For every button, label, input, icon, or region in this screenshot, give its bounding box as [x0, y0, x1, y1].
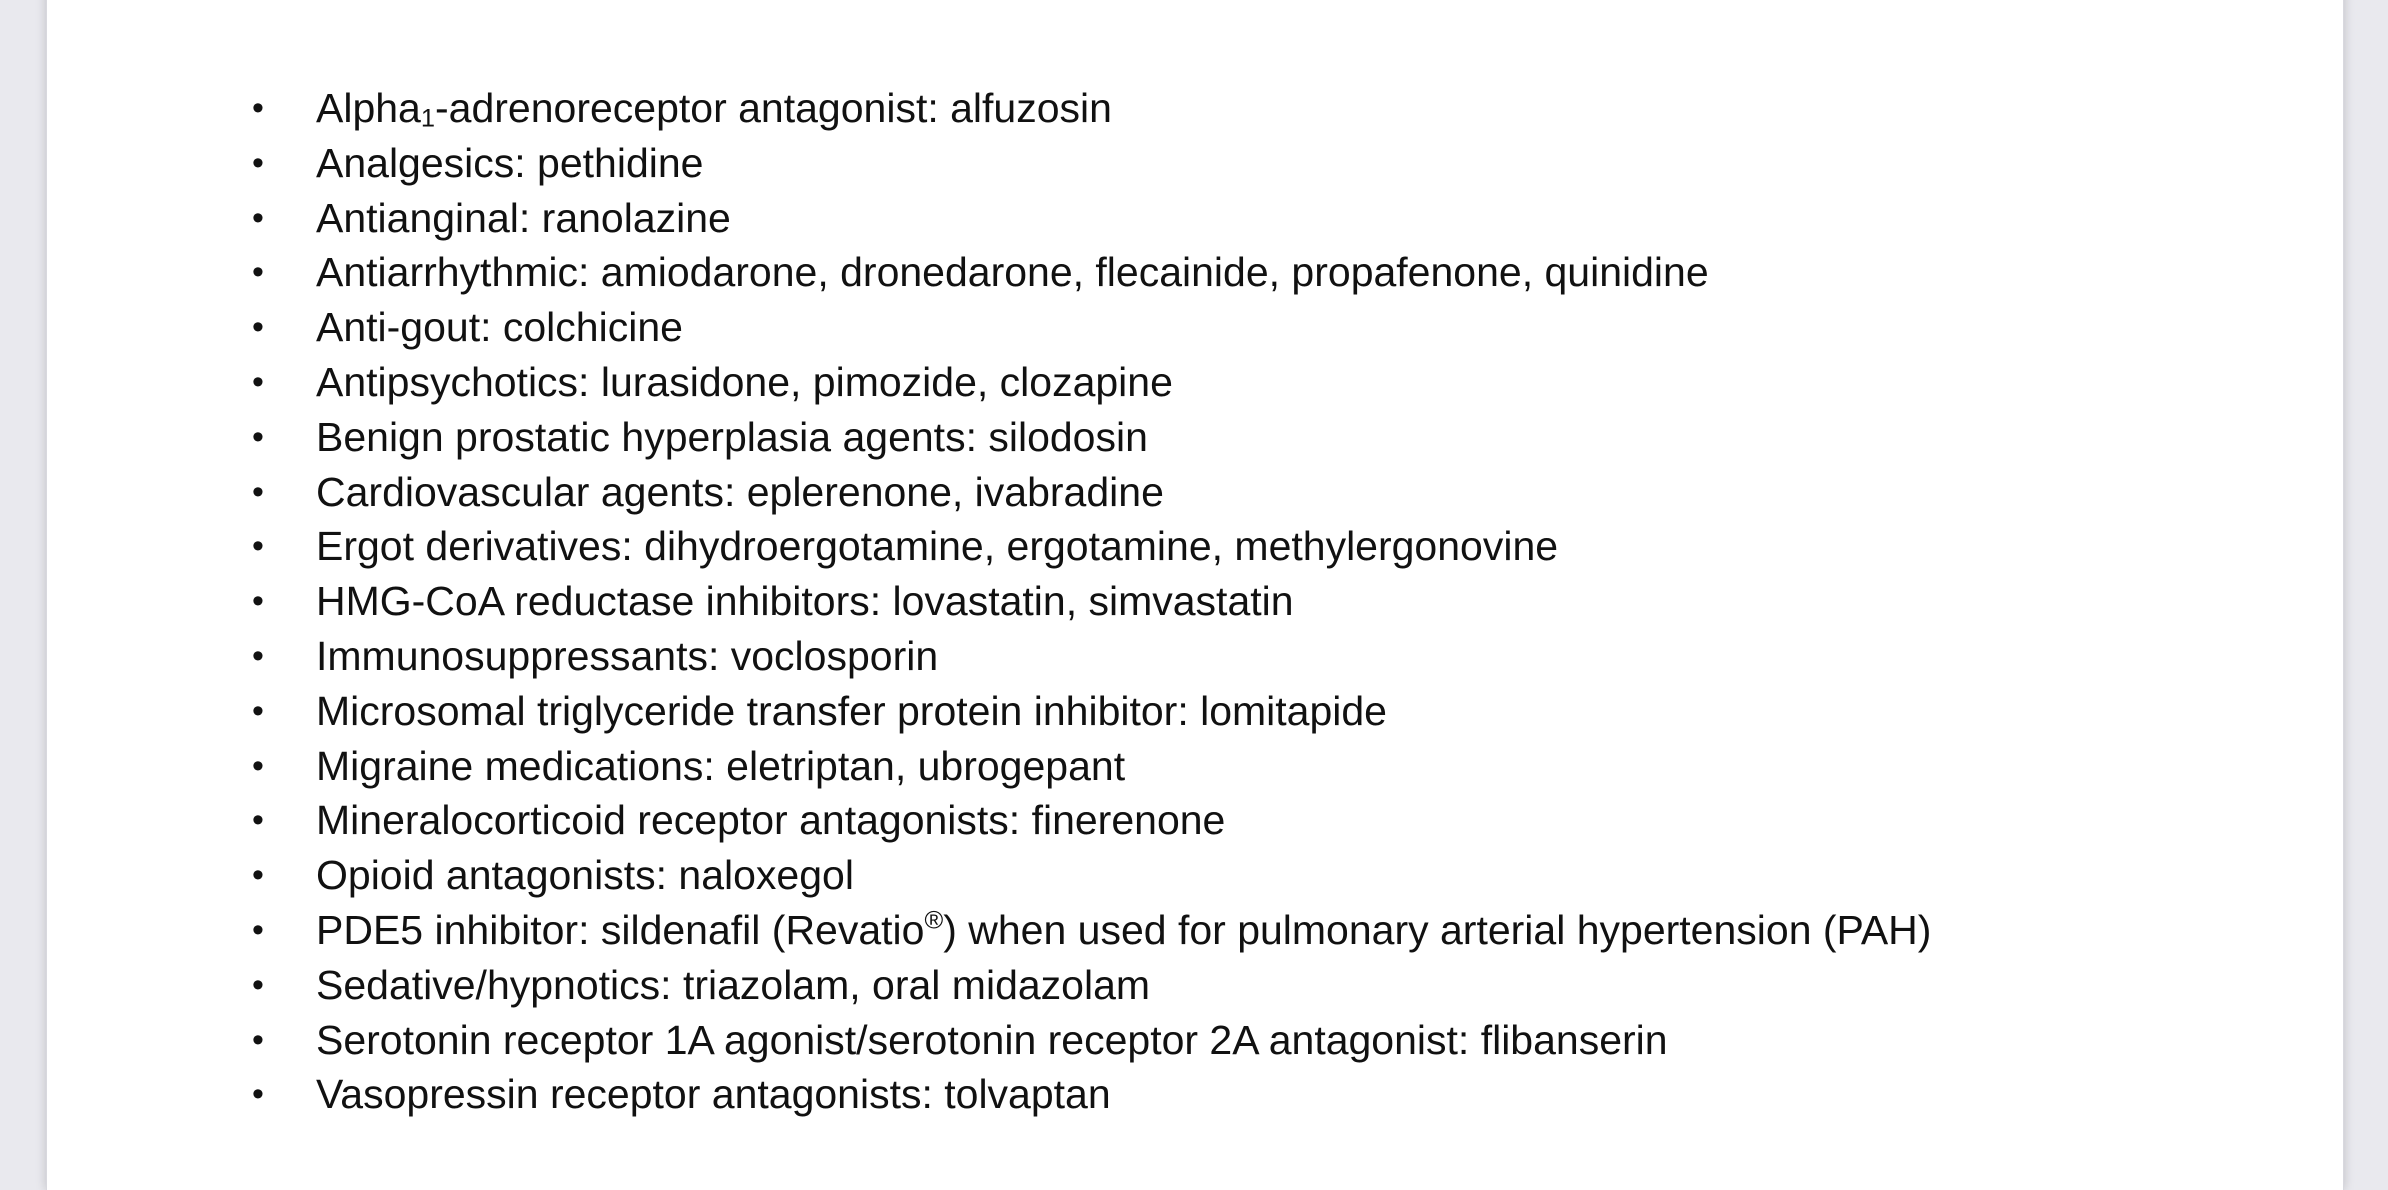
bullet-icon: • — [252, 1020, 264, 1059]
list-item-text — [316, 903, 1931, 958]
list-item-text-main: Sedative/hypnotics: triazolam, oral midazolam — [316, 961, 1151, 1008]
bullet-icon: • — [252, 636, 264, 675]
bullet-icon: • — [252, 143, 264, 182]
list-item-text-main: Cardiovascular agents: eplerenone, ivabradine — [316, 468, 1164, 515]
bullet-icon: • — [252, 417, 264, 456]
list-item-text — [316, 684, 1387, 739]
list-item — [47, 136, 2343, 191]
list-item — [47, 848, 2343, 903]
list-item-text — [316, 629, 938, 684]
list-item-text-main: Alpha — [316, 85, 421, 131]
list-item — [47, 410, 2343, 465]
list-item-text — [316, 410, 1148, 465]
list-item-text-main: Analgesics: pethidine — [316, 139, 704, 186]
list-item-text-main: Immunosuppressants: voclosporin — [316, 632, 939, 679]
list-item-text-main: Ergot derivatives: dihydroergotamine, ergotamine, methylergonovine — [316, 523, 1559, 570]
registered-mark: ® — [924, 906, 944, 935]
list-item-text-main: Antiarrhythmic: amiodarone, dronedarone, flecainide, propafenone, quinidine — [316, 249, 1709, 296]
list-item — [47, 191, 2343, 246]
list-item-text-main: Antipsychotics: lurasidone, pimozide, clozapine — [316, 358, 1173, 405]
list-item — [47, 684, 2343, 739]
list-item — [47, 355, 2343, 410]
document-page — [46, 0, 2344, 1190]
list-item-text-main: Antianginal: ranolazine — [316, 194, 731, 241]
bullet-icon: • — [252, 856, 264, 895]
list-item — [47, 574, 2343, 629]
list-item-text — [316, 81, 1112, 136]
list-item-text — [316, 355, 1173, 410]
bullet-icon: • — [252, 362, 264, 401]
list-item-text-main: Vasopressin receptor antagonists: tolvaptan — [316, 1071, 1111, 1118]
bullet-icon: • — [252, 965, 264, 1004]
list-item — [47, 739, 2343, 794]
bullet-icon: • — [252, 472, 264, 511]
list-item-text — [316, 574, 1294, 629]
subscript: 1 — [420, 104, 436, 133]
list-item-text-main: HMG-CoA reductase inhibitors: lovastatin, simvastatin — [316, 578, 1294, 625]
list-item — [47, 629, 2343, 684]
list-item — [47, 245, 2343, 300]
list-item-text-rest: -adrenoreceptor antagonist: alfuzosin — [435, 85, 1112, 131]
bullet-icon: • — [252, 527, 264, 566]
list-item-text-main: Serotonin receptor 1A agonist/serotonin receptor 2A antagonist: flibanserin — [316, 1016, 1668, 1063]
bullet-icon: • — [252, 308, 264, 347]
list-item-text-main: Microsomal triglyceride transfer protein inhibitor: lomitapide — [316, 687, 1387, 734]
bullet-icon: • — [252, 1075, 264, 1114]
list-item-text — [316, 848, 854, 903]
list-item — [47, 793, 2343, 848]
bullet-icon: • — [252, 198, 264, 237]
list-item — [47, 958, 2343, 1013]
list-item — [47, 519, 2343, 574]
list-item-text — [316, 300, 683, 355]
list-item-text-rest: ) when used for pulmonary arterial hypertension (PAH) — [943, 906, 1932, 953]
bullet-icon: • — [252, 746, 264, 785]
list-item-text — [316, 958, 1150, 1013]
list-item-text — [316, 1013, 1668, 1068]
list-item — [47, 1013, 2343, 1068]
list-item-text-main: PDE5 inhibitor: sildenafil (Revatio — [316, 906, 925, 953]
list-item-text-main: Opioid antagonists: naloxegol — [316, 852, 854, 899]
list-item-text — [316, 245, 1709, 300]
bullet-icon: • — [252, 89, 264, 127]
list-item-text — [316, 191, 731, 246]
list-item-text — [316, 519, 1558, 574]
list-item-text — [316, 136, 703, 191]
list-item-text — [316, 465, 1164, 520]
list-item — [47, 1067, 2343, 1122]
list-item — [47, 903, 2343, 958]
list-item — [47, 465, 2343, 520]
bullet-icon: • — [252, 253, 264, 292]
list-item-text-main: Mineralocorticoid receptor antagonists: finerenone — [316, 797, 1226, 844]
list-item-text — [316, 1067, 1111, 1122]
bullet-icon: • — [252, 801, 264, 840]
list-item-text — [316, 793, 1225, 848]
bullet-icon: • — [252, 582, 264, 621]
list-item-text-main: Anti-gout: colchicine — [316, 304, 683, 351]
list-item-text-main: Benign prostatic hyperplasia agents: silodosin — [316, 413, 1148, 460]
list-item-text-main: Migraine medications: eletriptan, ubrogepant — [316, 742, 1126, 789]
drug-list — [47, 81, 2343, 1122]
list-item-text — [316, 739, 1125, 794]
list-item — [47, 300, 2343, 355]
list-item — [47, 81, 2343, 136]
bullet-icon: • — [252, 691, 264, 730]
bullet-icon: • — [252, 910, 264, 949]
